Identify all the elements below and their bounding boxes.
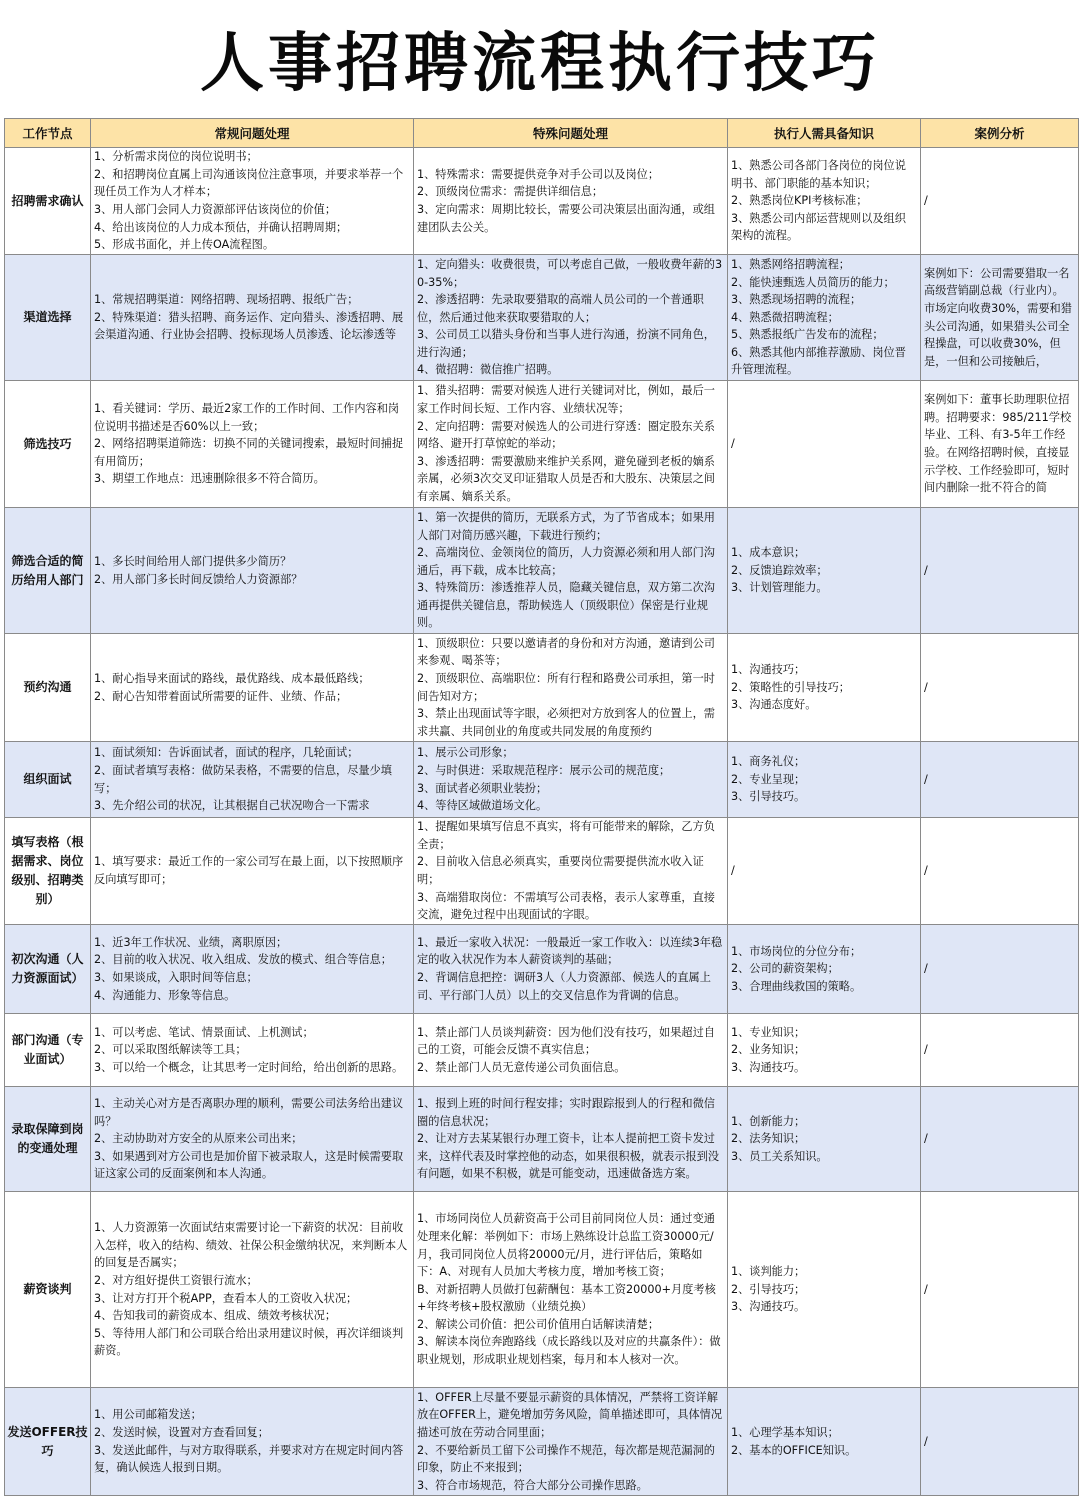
regular-cell: 1、人力资源第一次面试结束需要讨论一下薪资的状况：目前收入怎样，收入的结构、绩效、社保公积金缴纳状况，来判断本人的回复是否属实； 2、对方组好提供工资银行流水； 3、让对方打开个税APP，查看本人的工资收入状况； 4、告知我司的薪资成本、组成、绩效考核状况； 5、等待用人部门和公司联合给出录用建议时候，再次详细谈判薪资。 [91, 1192, 414, 1388]
special-cell: 1、顶级职位：只要以邀请者的身份和对方沟通，邀请到公司来参观、喝茶等； 2、顶级职位、高端职位：所有行程和路费公司承担，第一时间告知对方； 3、禁止出现面试等字眼，必须把对方放到客人的位置上，需求共赢、共同创业的角度或共同发展的角度预约 [414, 634, 728, 742]
knowledge-cell: 1、心理学基本知识； 2、基本的OFFICE知识。 [728, 1388, 921, 1496]
special-cell: 1、OFFER上尽量不要显示薪资的具体情况，严禁将工资详解放在OFFER上，避免增加劳务风险，简单描述即可，具体情况描述可放在劳动合同里面； 2、不要给新员工留下公司操作不规范，每次都是规范漏洞的印象，防止不来报到； 3、符合市场规范，符合大部分公司操作思路。 [414, 1388, 728, 1496]
case-cell: / [921, 818, 1079, 925]
special-cell: 1、展示公司形象； 2、与时俱进：采取规范程序：展示公司的规范度； 3、面试者必须职业装扮； 4、等待区域做道场文化。 [414, 742, 728, 818]
header-node: 工作节点 [5, 119, 91, 148]
regular-cell: 1、填写要求：最近工作的一家公司写在最上面，以下按照顺序反向填写即可； [91, 818, 414, 925]
node-cell: 组织面试 [5, 742, 91, 818]
node-cell: 填写表格（根据需求、岗位级别、招聘类别） [5, 818, 91, 925]
recruitment-table [4, 118, 1079, 1496]
header-regular: 常规问题处理 [91, 119, 414, 148]
table-row [5, 1388, 1079, 1496]
regular-cell: 1、可以考虑、笔试、情景面试、上机测试； 2、可以采取图纸解读等工具； 3、可以给一个概念，让其思考一定时间给，给出创新的思路。 [91, 1014, 414, 1087]
case-cell: 案例如下：董事长助理职位招聘。招聘要求：985/211学校毕业、工科、有3-5年工作经验。在网络招聘时候，直接显示学校、工作经验即可，短时间内删除一批不符合的简 [921, 381, 1079, 508]
node-cell: 筛选合适的简历给用人部门 [5, 508, 91, 634]
node-cell: 筛选技巧 [5, 381, 91, 508]
table-row [5, 818, 1079, 925]
table-row [5, 255, 1079, 381]
table-row [5, 742, 1079, 818]
table-row [5, 1192, 1079, 1388]
regular-cell: 1、常规招聘渠道：网络招聘、现场招聘、报纸广告； 2、特殊渠道：猎头招聘、商务运作、定向猎头、渗透招聘、展会渠道沟通、行业协会招聘、投标现场人员渗透、论坛渗透等 [91, 255, 414, 381]
node-cell: 部门沟通（专业面试） [5, 1014, 91, 1087]
page-title: 人事招聘流程执行技巧 [200, 27, 880, 101]
table-row [5, 634, 1079, 742]
special-cell: 1、特殊需求：需要提供竞争对手公司以及岗位； 2、顶级岗位需求：需提供详细信息； 3、定向需求：周期比较长，需要公司决策层出面沟通，或组建团队去公关。 [414, 148, 728, 255]
node-cell: 初次沟通（人力资源面试） [5, 925, 91, 1014]
knowledge-cell: 1、成本意识； 2、反馈追踪效率； 3、计划管理能力。 [728, 508, 921, 634]
case-cell: / [921, 925, 1079, 1014]
table-row [5, 1087, 1079, 1192]
node-cell: 招聘需求确认 [5, 148, 91, 255]
special-cell: 1、市场同岗位人员薪资高于公司目前同岗位人员：通过变通处理来化解：举例如下：市场上熟练设计总监工资30000元/月，我司同岗位人员将20000元/月，进行评估后，策略如下：A、对现有人员加大考核力度，增加考核工资； B、对新招聘人员做打包薪酬包：基本工资20000+月度考核+年终考核+股权激励（业绩兑换） 2、解读公司价值：把公司价值用白话解读清楚； 3、解读本岗位奔跑路线（成长路线以及对应的共赢条件）：做职业规划，形成职业规划档案，每月和本人核对一次。 [414, 1192, 728, 1388]
regular-cell: 1、耐心指导来面试的路线，最优路线、成本最低路线； 2、耐心告知带着面试所需要的证件、业绩、作品； [91, 634, 414, 742]
table-row [5, 381, 1079, 508]
knowledge-cell: 1、熟悉公司各部门各岗位的岗位说明书、部门职能的基本知识； 2、熟悉岗位KPI考核标准； 3、熟悉公司内部运营规则以及组织架构的流程。 [728, 148, 921, 255]
node-cell: 预约沟通 [5, 634, 91, 742]
case-cell: / [921, 1388, 1079, 1496]
case-cell: / [921, 1192, 1079, 1388]
case-cell: / [921, 1087, 1079, 1192]
header-row [5, 119, 1079, 148]
special-cell: 1、猎头招聘：需要对候选人进行关键词对比，例如，最后一家工作时间长短、工作内容、业绩状况等； 2、定向招聘：需要对候选人的公司进行穿透：圈定股东关系网络、避开打草惊蛇的举动； 3、渗透招聘：需要激励来维护关系网，避免碰到老板的嫡系亲属，必须3次交叉印证猎取人员是否和大股东、决策层之间有亲属、嫡系关系。 [414, 381, 728, 508]
table-row [5, 1014, 1079, 1087]
knowledge-cell: 1、专业知识； 2、业务知识； 3、沟通技巧。 [728, 1014, 921, 1087]
regular-cell: 1、面试须知：告诉面试者，面试的程序，几轮面试； 2、面试者填写表格：做防呆表格，不需要的信息，尽量少填写； 3、先介绍公司的状况，让其根据自己状况吻合一下需求 [91, 742, 414, 818]
regular-cell: 1、用公司邮箱发送； 2、发送时候，设置对方查看回复； 3、发送此邮件，与对方取得联系，并要求对方在规定时间内答复，确认候选人报到日期。 [91, 1388, 414, 1496]
case-cell: / [921, 508, 1079, 634]
knowledge-cell: 1、商务礼仪； 2、专业呈现； 3、引导技巧。 [728, 742, 921, 818]
table-row [5, 508, 1079, 634]
special-cell: 1、禁止部门人员谈判薪资：因为他们没有技巧，如果超过自己的工资，可能会反馈不真实信息； 2、禁止部门人员无意传递公司负面信息。 [414, 1014, 728, 1087]
node-cell: 渠道选择 [5, 255, 91, 381]
node-cell: 发送OFFER技巧 [5, 1388, 91, 1496]
special-cell: 1、定向猎头：收费很贵，可以考虑自己做，一般收费年薪的30-35%； 2、渗透招聘：先录取要猎取的高端人员公司的一个普通职位，然后通过他来获取要猎取的人； 3、公司员工以猎头身份和当事人进行沟通，扮演不同角色，进行沟通； 4、微招聘：微信推广招聘。 [414, 255, 728, 381]
header-special: 特殊问题处理 [414, 119, 728, 148]
knowledge-cell: / [728, 818, 921, 925]
node-cell: 录取保障到岗的变通处理 [5, 1087, 91, 1192]
regular-cell: 1、近3年工作状况、业绩，离职原因； 2、目前的收入状况、收入组成、发放的模式、组合等信息； 3、如果谈成，入职时间等信息； 4、沟通能力、形象等信息。 [91, 925, 414, 1014]
case-cell: / [921, 634, 1079, 742]
special-cell: 1、第一次提供的简历，无联系方式，为了节省成本；如果用人部门对简历感兴趣，下载进行预约； 2、高端岗位、金领岗位的简历，人力资源必须和用人部门沟通后，再下载，成本比较高； 3、特殊简历：渗透推荐人员，隐藏关键信息，双方第二次沟通再提供关键信息，帮助候选人（顶级职位）保密是行业规则。 [414, 508, 728, 634]
special-cell: 1、最近一家收入状况：一般最近一家工作收入：以连续3年稳定的收入状况作为本人薪资谈判的基础； 2、背调信息把控：调研3人（人力资源部、候选人的直属上司、平行部门人员）以上的交叉信息作为背调的信息。 [414, 925, 728, 1014]
knowledge-cell: 1、沟通技巧； 2、策略性的引导技巧； 3、沟通态度好。 [728, 634, 921, 742]
regular-cell: 1、主动关心对方是否离职办理的顺利，需要公司法务给出建议吗？ 2、主动协助对方安全的从原来公司出来； 3、如果遇到对方公司也是加价留下被录取人，这是时候需要取证这家公司的反面案例和本人沟通。 [91, 1087, 414, 1192]
case-cell: / [921, 1014, 1079, 1087]
special-cell: 1、提醒如果填写信息不真实，将有可能带来的解除，乙方负全责； 2、目前收入信息必须真实，重要岗位需要提供流水收入证明； 3、高端猎取岗位：不需填写公司表格，表示人家尊重，直接交流，避免过程中出现面试的字眼。 [414, 818, 728, 925]
regular-cell: 1、看关键词：学历、最近2家工作的工作时间、工作内容和岗位说明书描述是否60%以上一致； 2、网络招聘渠道筛选：切换不同的关键词搜索，最短时间捕捉有用简历； 3、期望工作地点：迅速删除很多不符合简历。 [91, 381, 414, 508]
knowledge-cell: 1、市场岗位的分位分布； 2、公司的薪资架构； 3、合理曲线救国的策略。 [728, 925, 921, 1014]
knowledge-cell: 1、谈判能力； 2、引导技巧； 3、沟通技巧。 [728, 1192, 921, 1388]
header-case: 案例分析 [921, 119, 1079, 148]
case-cell: 案例如下：公司需要猎取一名高级营销副总裁（行业内）。市场定向收费30%，需要和猎头公司沟通，如果猎头公司全程操盘，可以收费30%，但是，一但和公司接触后， [921, 255, 1079, 381]
node-cell: 薪资谈判 [5, 1192, 91, 1388]
regular-cell: 1、分析需求岗位的岗位说明书； 2、和招聘岗位直属上司沟通该岗位注意事项，并要求举荐一个现任员工作为人才样本； 3、用人部门会同人力资源部评估该岗位的价值； 4、给出该岗位的人力成本预估，并确认招聘周期； 5、形成书面化，并上传OA流程图。 [91, 148, 414, 255]
table-row [5, 925, 1079, 1014]
case-cell: / [921, 742, 1079, 818]
table-row [5, 148, 1079, 255]
special-cell: 1、报到上班的时间行程安排；实时跟踪报到人的行程和微信圈的信息状况； 2、让对方去某某银行办理工资卡，让本人提前把工资卡发过来，这样代表及时掌控他的动态，如果很积极，就表示报到没有问题，如果不积极，就是可能变动，迅速做备选方案。 [414, 1087, 728, 1192]
case-cell: / [921, 148, 1079, 255]
knowledge-cell: / [728, 381, 921, 508]
header-knowledge: 执行人需具备知识 [728, 119, 921, 148]
knowledge-cell: 1、创新能力； 2、法务知识； 3、员工关系知识。 [728, 1087, 921, 1192]
knowledge-cell: 1、熟悉网络招聘流程； 2、能快速甄选人员简历的能力； 3、熟悉现场招聘的流程； 4、熟悉微招聘流程； 5、熟悉报纸广告发布的流程； 6、熟悉其他内部推荐激励、岗位晋升管理流程。 [728, 255, 921, 381]
regular-cell: 1、多长时间给用人部门提供多少简历？ 2、用人部门多长时间反馈给人力资源部？ [91, 508, 414, 634]
